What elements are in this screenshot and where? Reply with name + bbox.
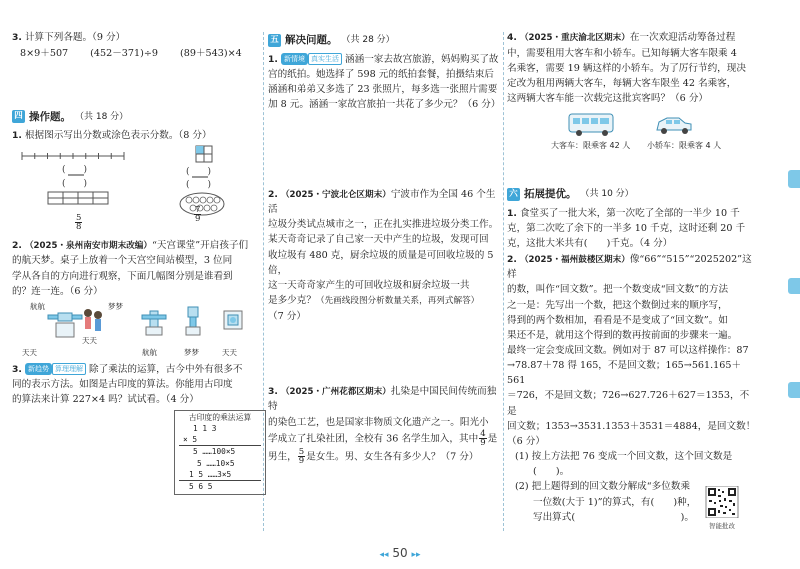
question-2: 2. （2025・泉州南安市期末改编）“天宫课堂”开启孩子们: [12, 239, 249, 251]
text-line: 写出算式( )。: [533, 511, 694, 523]
text-line: （6 分）: [507, 435, 545, 447]
text-line: 一位数(大于 1)”的算式，有( )种，: [533, 496, 697, 508]
bus-caption: 大客车：限乘客 42 人: [551, 141, 631, 151]
text-line: 宫的纸拍。她选择了 598 元的纸拍套餐，拍摄结束后: [268, 69, 494, 81]
fraction-labels: [12, 214, 258, 232]
text-line: 的数，叫作“回文数”。把一个数变成“回文数”的方法: [507, 284, 729, 296]
text-line: 收垃圾有 480 克，厨余垃圾的质量是可回收垃圾的 5 倍，: [268, 249, 494, 276]
view-label: 梦梦: [184, 347, 199, 357]
calc-item: (89＋543)×4: [180, 47, 242, 59]
ellipse-circles-figure: [180, 193, 224, 215]
question-1: 1. 根据图示写出分数或涂色表示分数。（8 分）: [12, 130, 212, 142]
next-arrow-icon: ▸▸: [411, 550, 421, 561]
qr-label: 智能批改: [709, 522, 735, 531]
view-label: 天天: [22, 347, 37, 357]
text-line: 这两辆大客车能一次载完这批宾客吗？（6 分）: [507, 93, 709, 105]
column-middle: [268, 30, 499, 466]
observer-label: 航航: [30, 301, 45, 311]
fraction-7-9: $\frac{7}{9}$: [195, 204, 201, 225]
calc-item: (452－371)÷9: [90, 47, 159, 59]
text-line: ＝726，不是回文数；726→627.726＋627＝1353，不是: [507, 390, 750, 417]
svg-text:( ): ( ): [186, 166, 212, 177]
text-line: 某天奇奇记录了自己家一天中产生的垃圾，发现可回: [268, 234, 489, 246]
view-label: 天天: [222, 347, 237, 357]
svg-text:( ): ( ): [62, 178, 88, 189]
prev-arrow-icon: ◂◂: [379, 550, 389, 561]
observer-label: 天天: [82, 335, 97, 345]
text-line: 回文数；1353→3531.1353＋3531＝4884，是回文数！: [507, 420, 756, 432]
text-line: 加 8 元。涵涵一家故宫旅拍一共花了多少元？（6 分）: [268, 99, 501, 111]
text-line: 的？连一连。（6 分）: [12, 285, 103, 297]
text-line: 克，这批大米共有( )千克。（4 分）: [507, 238, 673, 250]
edge-tab: [788, 278, 800, 294]
view-label: 航航: [142, 347, 157, 357]
section-6-header: 六 拓展提优。 （共 10 分）: [507, 186, 757, 203]
text-line: 学成立了扎染社团，全校有 36 名学生加入，其中 $\frac{4}{9}$ 是: [268, 428, 498, 449]
text-line: 学从各自的方向进行观察，下面几幅图分别是谁看到: [12, 270, 233, 282]
text-line: ( )。: [533, 466, 570, 478]
qr-code-icon: [703, 486, 741, 518]
square-figure: [186, 146, 212, 190]
question-1: 1. 新情境 真实生活 涵涵一家去故宫旅游，妈妈购买了故: [268, 53, 499, 65]
calc-row: [12, 46, 258, 61]
text-line: （7 分）: [268, 310, 306, 322]
question-2: 2. （2025・福州鼓楼区期末）像“66”“515”“2025202”这样: [507, 253, 752, 281]
edge-tab: [788, 382, 800, 398]
text-line: 垃圾分类试点城市之一，正在扎实推进垃圾分类工作。: [268, 219, 499, 231]
text-line: →78.87＋78 得 165，不是回文数；165→561.165＋561: [507, 360, 742, 387]
text-line: 果还不是，就用这个得到的数再按前面的步骤来一遍。: [507, 329, 738, 341]
page-number: ◂◂ 50 ▸▸: [379, 546, 421, 561]
text-line: 的染色工艺，也是国家非物质文化遗产之一。阳光小: [268, 416, 489, 428]
ancient-indian-multiplication-box: 古印度的乘法运算 1 1 3 × 5 5 ……100×5 5 ……10×5 1 5 ……3×5 5 6 5: [174, 410, 266, 495]
bus-icon: [569, 114, 613, 136]
text-line: 名乘客，需要 19 辆这样的小轿车。为了厉行节约，现决: [507, 62, 746, 74]
text-line: 同的表示方法。如图是古印度的算法。你能用古印度: [12, 379, 233, 391]
fraction-4-9: $\frac{4}{9}$: [480, 428, 486, 449]
text-line: 中，需要租用大客车和小轿车。已知每辆大客车限乘 4: [507, 47, 737, 59]
text-line: 的算法来计算 227×4 吗？试试看。（4 分）: [12, 394, 199, 406]
text-line: 这一天奇奇家产生的可回收垃圾和厨余垃圾一共: [268, 279, 470, 291]
space-station-figure: [12, 299, 258, 349]
question-2: 2. （2025・宁波北仑区期末）宁波市作为全国 46 个生活: [268, 188, 496, 216]
text-line: 涵涵和弟弟又多选了 23 张照片，每多选一张照片需要: [268, 84, 498, 96]
question-3-title: 3. 计算下列各题。（9 分）: [12, 32, 126, 43]
fraction-5-9: $\frac{5}{9}$: [298, 446, 305, 467]
text-line: 男生， $\frac{5}{9}$ 是女生。男、女生各有多少人？（7 分）: [268, 446, 479, 467]
edge-tab: [788, 170, 800, 188]
section-5-header: 五 解决问题。 （共 28 分）: [268, 32, 499, 49]
car-caption: 小轿车：限乘客 4 人: [647, 141, 722, 151]
sub-question-2: (2) 把上题得到的回文数分解成“多位数乘: [515, 481, 691, 493]
text-line: 定改为租用两辆大客车，每辆大客车限坐 42 名乘客，: [507, 77, 737, 89]
question-3: 3. （2025・广州花都区期末）扎染是中国民间传统而独特: [268, 385, 497, 413]
question-1: 1. 食堂买了一批大米，第一次吃了全部的一半少 10 千: [507, 207, 740, 219]
column-left: [12, 30, 258, 495]
section-4-header: 四 操作题。 （共 18 分）: [12, 109, 258, 126]
text-line: 是多少克？（先画线段图分析数量关系，再列式解答）: [268, 295, 480, 307]
column-divider: [503, 32, 504, 531]
column-right: [507, 30, 757, 525]
qr-code[interactable]: [703, 486, 741, 531]
question-3b: 3. 新趋势 算理理解 除了乘法的运算，古今中外有很多不: [12, 363, 243, 375]
text-line: 之一是：先写出一个数，把这个数倒过来的顺序写，: [507, 299, 728, 311]
text-line: 的航天梦。桌子上放着一个天宫空间站模型，3 位同: [12, 255, 233, 267]
shaded-grid-figure: [48, 192, 108, 204]
car-icon: [657, 118, 691, 134]
svg-text:( ): ( ): [62, 164, 88, 175]
number-line-figure: [22, 152, 124, 189]
fraction-5-8: $\frac{5}{8}$: [76, 212, 82, 233]
observer-label: 梦梦: [108, 301, 123, 311]
text-line: 克，第二次吃了余下的一半多 10 千克，这时还剩 20 千: [507, 223, 746, 235]
vehicles-figure: [507, 110, 757, 154]
text-line: 得到的两个数相加，看看是不是变成了“回文数”。如: [507, 314, 728, 326]
calc-item: 8×9＋507: [20, 47, 69, 59]
text-line: 最终一定会变成回文数。例如对于 87 可以这样操作：87: [507, 344, 749, 356]
sub-question-1: (1) 按上方法把 76 变成一个回文数，这个回文数是: [515, 451, 733, 463]
question-4: 4. （2025・重庆渝北区期末）在一次欢迎活动筹备过程: [507, 32, 736, 43]
svg-text:( ): ( ): [186, 179, 212, 190]
